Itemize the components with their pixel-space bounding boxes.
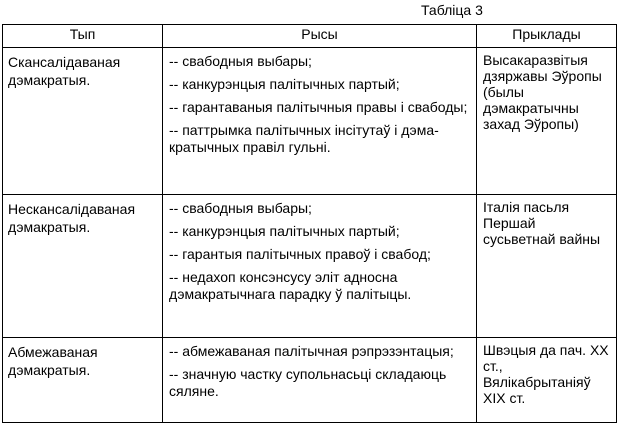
feature-item: -- недахоп консэнсусу эліт адносна дэмакратычнага парадку ў палітыцы. (169, 269, 412, 302)
header-examples: Прыклады (477, 25, 617, 48)
examples-text: Швэцыя да пач. XX ст., Вялікабрытаніяў XIX ст. (483, 342, 609, 406)
feature-item: -- значную частку супольнасьці складаюць сяляне. (169, 366, 447, 399)
examples-cell (477, 338, 617, 423)
features-cell (163, 195, 477, 338)
feature-item: -- гарантаваныя палітычныя правы і свабоды; (169, 99, 468, 115)
table-row (3, 338, 617, 423)
feature-item: -- абмежаваная палітычная рэпрэзэнтацыя; (169, 343, 454, 359)
feature-item: -- канкурэнцыя палітычных партый; (169, 76, 400, 92)
type-cell (3, 195, 163, 338)
examples-text: Высакаразвітыя дзяржавы Эўропы (былы дэмакратычны захад Эўропы) (483, 52, 602, 132)
feature-item: -- свабодныя выбары; (169, 200, 312, 216)
feature-item: -- канкурэнцыя палітычных партый; (169, 223, 400, 239)
examples-text: Італія пасьля Першай сусьветнай вайны (483, 199, 601, 247)
type-cell (3, 338, 163, 423)
examples-cell (477, 195, 617, 338)
feature-item: -- паттрымка палітычных інсітутаў і дэма-кратычных правіл гульні. (169, 122, 439, 155)
features-cell (163, 338, 477, 423)
type-label: Скансалідаваная дэмакратыя. (8, 54, 121, 88)
democracy-types-table (2, 24, 617, 423)
type-label: Нескансалідаваная дэмакратыя. (8, 201, 136, 235)
table-caption: Табліца 3 (421, 2, 483, 18)
type-cell (3, 48, 163, 195)
feature-item: -- свабодныя выбары; (169, 53, 312, 69)
type-label: Абмежаваная дэмакратыя. (8, 344, 98, 378)
table-header-row (3, 25, 617, 48)
features-cell (163, 48, 477, 195)
table-row (3, 195, 617, 338)
header-features: Рысы (163, 25, 477, 48)
examples-cell (477, 48, 617, 195)
feature-item: -- гарантыя палітычных правоў і свабод; (169, 246, 431, 262)
table-row (3, 48, 617, 195)
header-type: Тып (3, 25, 163, 48)
